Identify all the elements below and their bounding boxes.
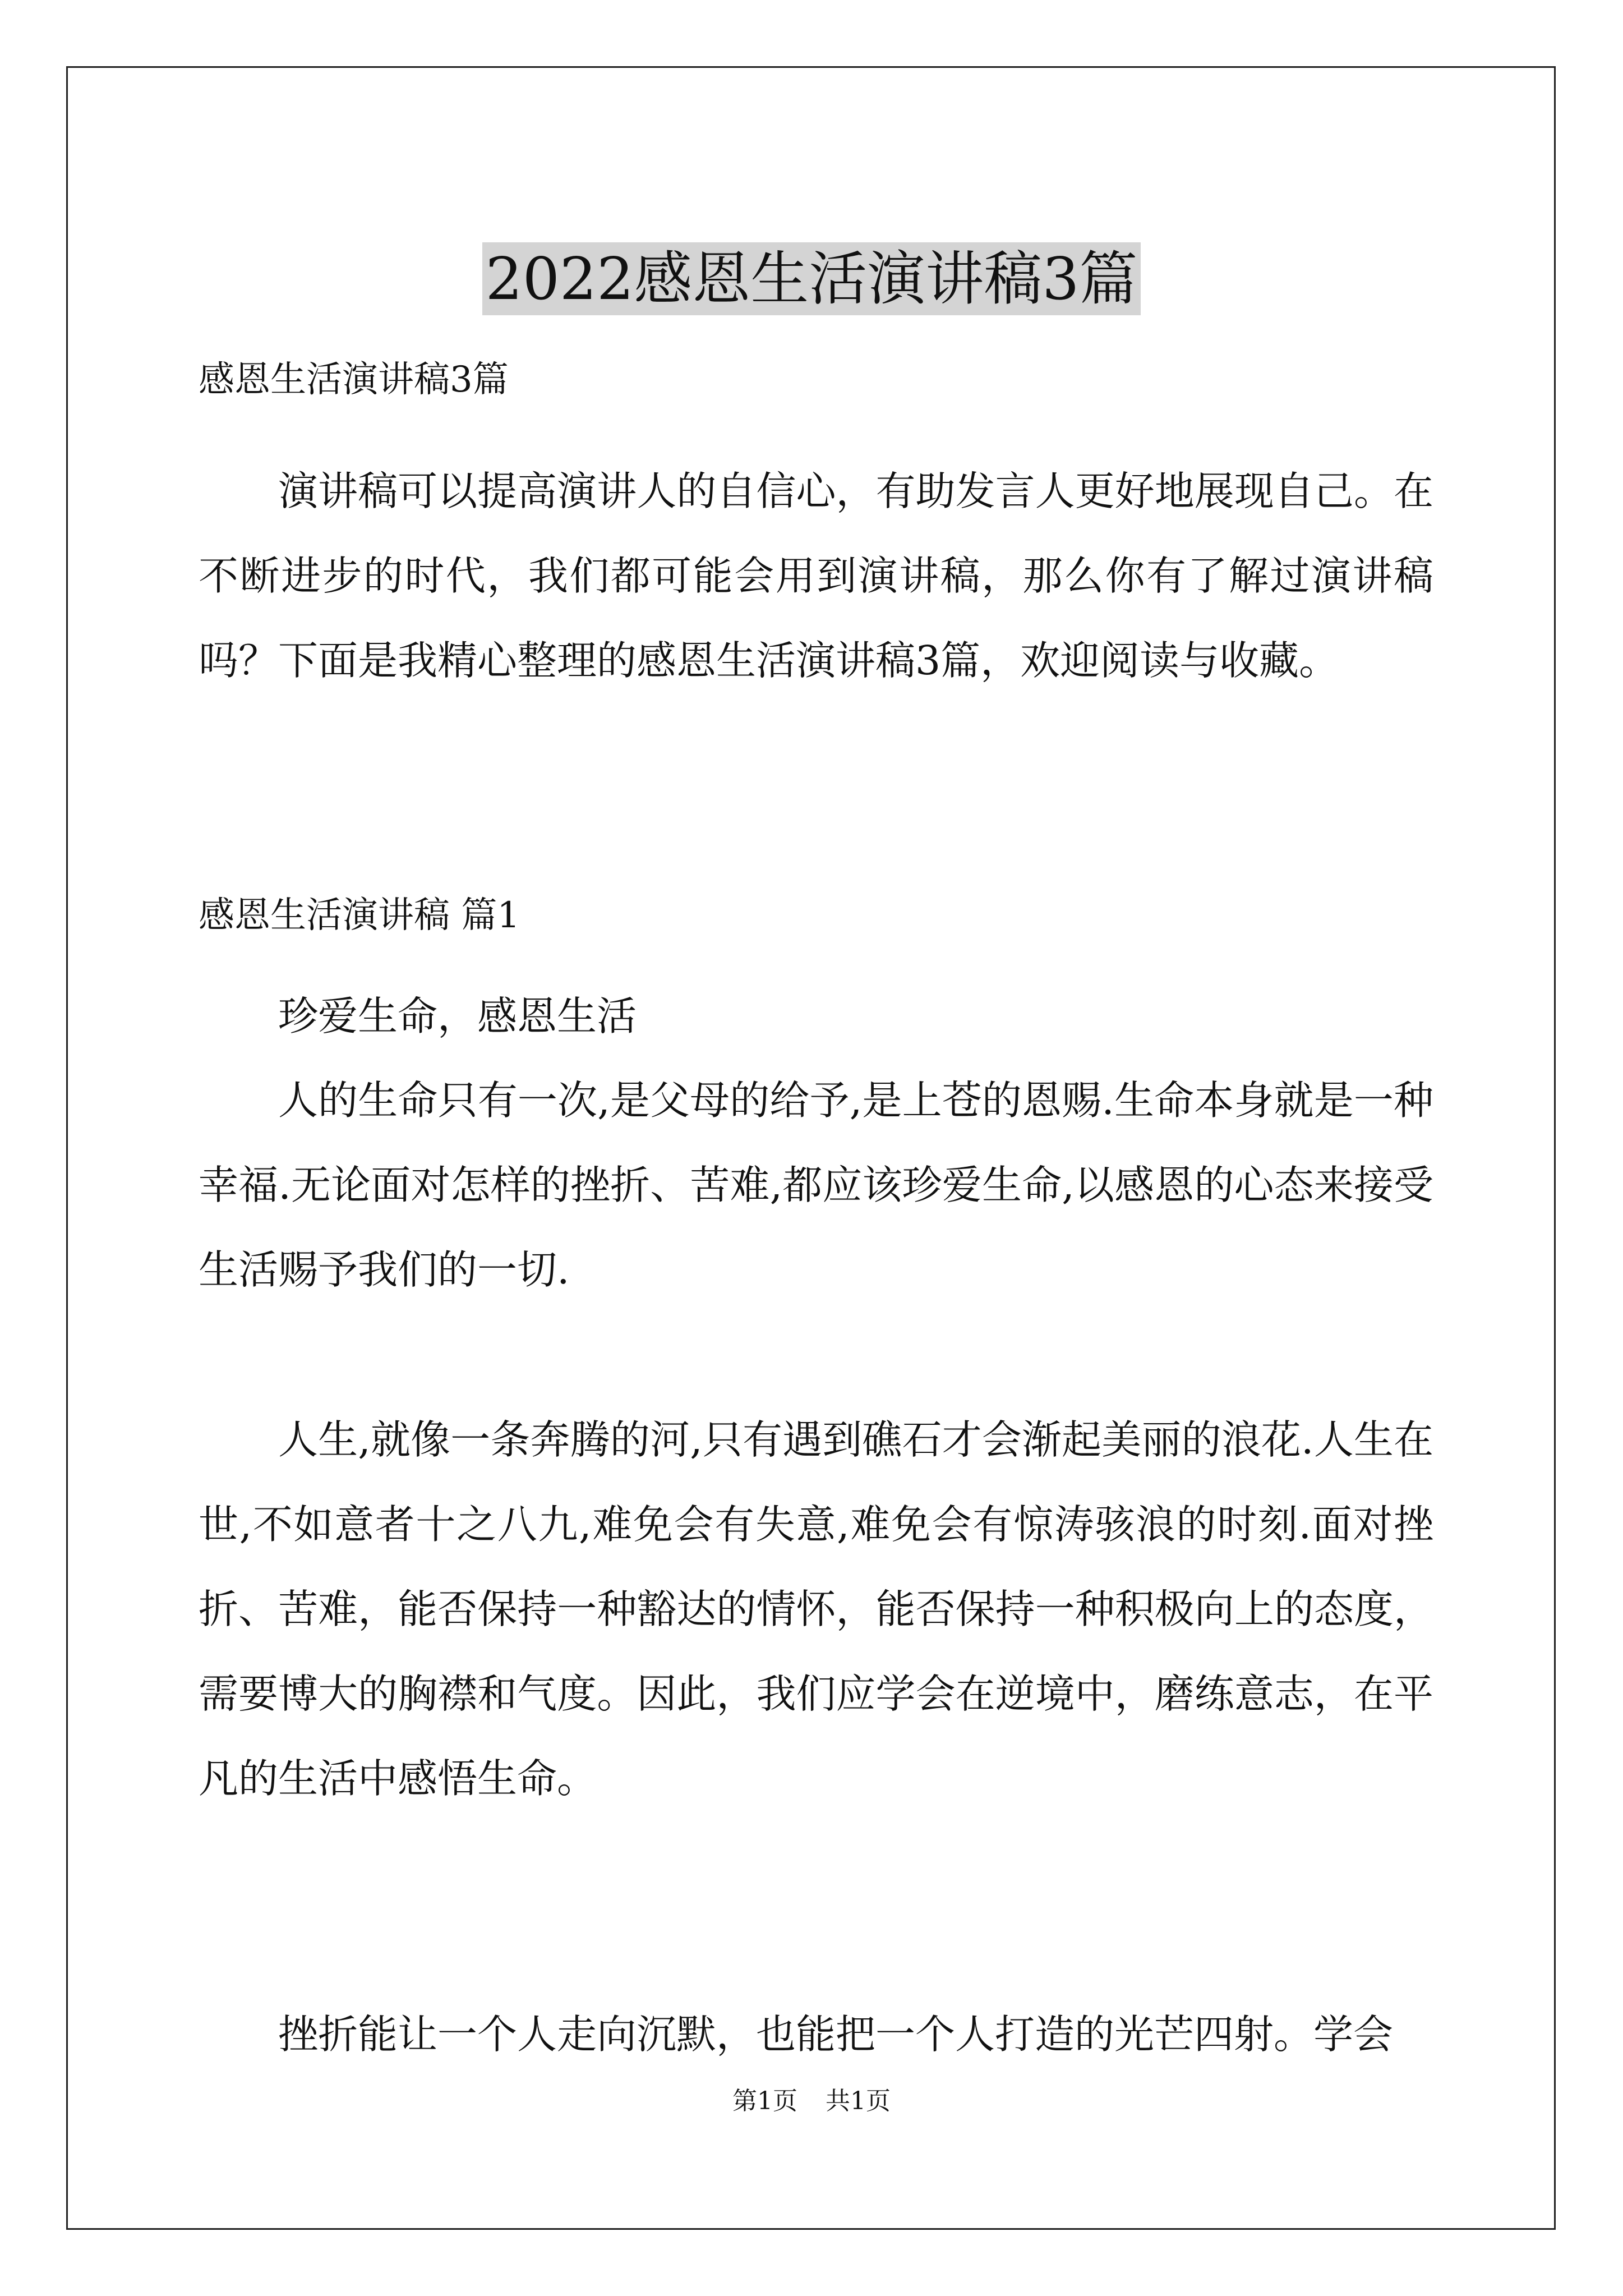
section-heading: 感恩生活演讲稿 篇1 <box>199 895 520 936</box>
title-container <box>0 203 1623 354</box>
document-subtitle: 感恩生活演讲稿3篇 <box>199 359 509 401</box>
intro-paragraph: 演讲稿可以提高演讲人的自信心，有助发言人更好地展现自己。在不断进步的时代，我们都可能会用到演讲稿，那么你有了解过演讲稿吗？下面是我精心整理的感恩生活演讲稿3篇，欢迎阅读与收藏。 <box>199 468 1433 684</box>
page-total: 共1页 <box>826 2087 891 2115</box>
body-paragraph: 人的生命只有一次,是父母的给予,是上苍的恩赐.生命本身就是一种幸福.无论面对怎样的挫折、苦难,都应该珍爱生命,以感恩的心态来接受生活赐予我们的一切. <box>199 1077 1433 1293</box>
document-title: 2022感恩生活演讲稿3篇 <box>482 242 1141 315</box>
page-footer <box>0 2085 1623 2118</box>
page-number: 第1页 <box>732 2087 797 2115</box>
section-subtitle: 珍爱生命，感恩生活 <box>278 993 637 1039</box>
body-paragraph: 人生,就像一条奔腾的河,只有遇到礁石才会渐起美丽的浪花.人生在世,不如意者十之八九,难免会有失意,难免会有惊涛骇浪的时刻.面对挫折、苦难，能否保持一种豁达的情怀，能否保持一种积极向上的态度，需要博大的胸襟和气度。因此，我们应学会在逆境中，磨练意志，在平凡的生活中感悟生命。 <box>199 1416 1433 1802</box>
body-paragraph: 挫折能让一个人走向沉默，也能把一个人打造的光芒四射。学会 <box>278 2011 1394 2058</box>
